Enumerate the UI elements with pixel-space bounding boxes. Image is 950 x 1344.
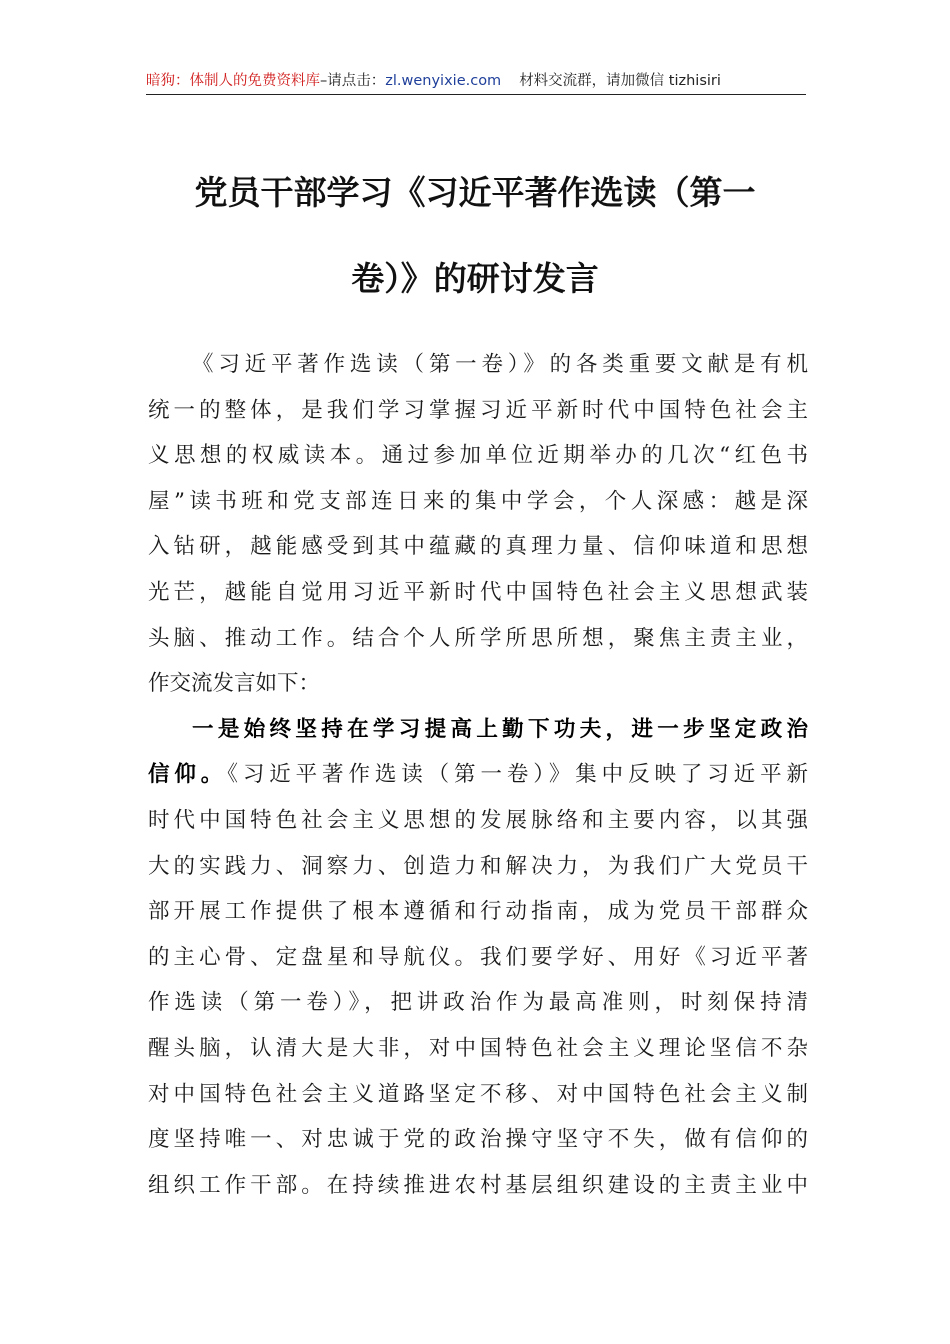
section-heading: 一是始终坚持在学习提高上勤下功夫，进一步坚定政治: [192, 716, 808, 742]
paragraph-intro: [148, 342, 808, 707]
text-line: 入钻研，越能感受到其中蕴藏的真理力量、信仰味道和思想: [148, 534, 808, 560]
section-heading-end: 信仰。: [148, 762, 228, 788]
text-line: 头脑、推动工作。结合个人所学所思所想，聚焦主责主业，: [148, 625, 808, 651]
text-line: 统一的整体，是我们学习掌握习近平新时代中国特色社会主: [148, 397, 808, 423]
text-line: 部开展工作提供了根本遵循和行动指南，成为党员干部群众: [148, 899, 808, 925]
text-line: 《习近平著作选读（第一卷）》的各类重要文献是有机: [192, 352, 808, 377]
text-line: 度坚持唯一、对忠诚于党的政治操守坚守不失，做有信仰的: [148, 1127, 808, 1153]
text-line: [148, 752, 808, 798]
text-line: 光芒，越能自觉用习近平新时代中国特色社会主义思想武装: [148, 579, 808, 605]
click-prefix: –请点击：: [320, 73, 386, 89]
site-label: 暗狗：体制人的免费资料库: [146, 73, 320, 89]
text-line: 时代中国特色社会主义思想的发展脉络和主要内容，以其强: [148, 807, 808, 833]
title-line-2: 卷）》的研讨发言: [351, 259, 599, 298]
header-banner: [146, 68, 806, 95]
text-line: 屋”读书班和党支部连日来的集中学会，个人深感：越是深: [148, 488, 808, 514]
text-line: 对中国特色社会主义道路坚定不移、对中国特色社会主义制: [148, 1081, 808, 1107]
site-url-link[interactable]: zl.wenyixie.com: [385, 73, 502, 89]
text-line: 的主心骨、定盘星和导航仪。我们要学好、用好《习近平著: [148, 944, 808, 970]
text-line: 醒头脑，认清大是大非，对中国特色社会主义理论坚信不杂: [148, 1035, 808, 1061]
document-body: [148, 342, 808, 1208]
contact-info: 材料交流群，请加微信 tizhisiri: [519, 73, 721, 89]
text-line: 作交流发言如下：: [148, 671, 321, 697]
paragraph-point-one: [148, 707, 808, 1209]
text-segment: 《习近平著作选读（第一卷）》集中反映了习近平新: [227, 762, 808, 788]
title-line-1: 党员干部学习《习近平著作选读（第一: [194, 173, 756, 212]
text-line: 组织工作干部。在持续推进农村基层组织建设的主责主业中: [148, 1172, 808, 1198]
text-line: 义思想的权威读本。通过参加单位近期举办的几次“红色书: [148, 443, 808, 469]
document-title: [160, 150, 790, 322]
text-line: 大的实践力、洞察力、创造力和解决力，为我们广大党员干: [148, 853, 808, 879]
text-line: 作选读（第一卷）》，把讲政治作为最高准则，时刻保持清: [148, 990, 808, 1016]
